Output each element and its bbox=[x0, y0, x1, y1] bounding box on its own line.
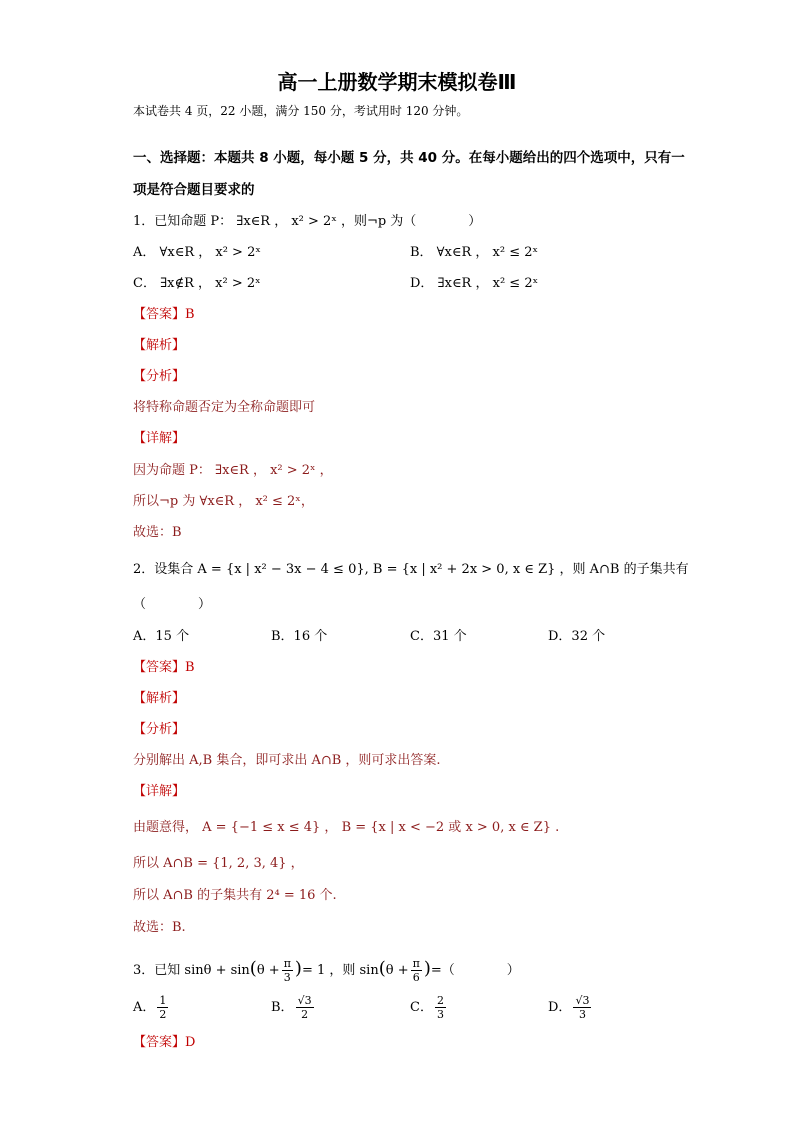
q2-jiexi-label: 【解析】 bbox=[133, 691, 186, 706]
q1-option-a: A． ∀x∈R ， x² > 2ˣ bbox=[133, 245, 261, 260]
q3-option-d-den: 3 bbox=[578, 1008, 586, 1021]
q2-option-d: D．32 个 bbox=[548, 629, 606, 644]
q1-xiangjie-label: 【详解】 bbox=[133, 431, 186, 446]
q2-analysis: 分别解出 A,B 集合，即可求出 A∩B ，则可求出答案. bbox=[133, 753, 441, 768]
q3-option-a-den: 2 bbox=[159, 1008, 167, 1021]
q3-paren-open-1: ( bbox=[249, 958, 257, 979]
q3-option-b-label: B． bbox=[271, 1000, 294, 1015]
q3-option-a-num: 1 bbox=[159, 994, 167, 1007]
q1-analysis: 将特称命题否定为全称命题即可 bbox=[133, 400, 316, 415]
q1-option-b: B． ∀x∈R ， x² ≤ 2ˣ bbox=[410, 245, 539, 260]
q2-stem: 2．设集合 A = {x | x² − 3x − 4 ≤ 0}, B = {x | x² + 2x > 0, x ∈ Z} ，则 A∩B 的子集共有 bbox=[133, 562, 689, 577]
q3-option-c bbox=[410, 994, 448, 1022]
q3-paren-close-2: ) bbox=[423, 958, 431, 979]
q1-detail-line2: 所以¬p 为 ∀x∈R ， x² ≤ 2ˣ， bbox=[133, 494, 314, 509]
q3-option-b-num: √3 bbox=[297, 994, 312, 1007]
q1-fenxi-label: 【分析】 bbox=[133, 369, 186, 384]
section-heading-line1: 一、选择题：本题共 8 小题，每小题 5 分，共 40 分。在每小题给出的四个选项中，只有一 bbox=[133, 150, 685, 166]
q2-option-a: A．15 个 bbox=[133, 629, 190, 644]
q3-option-d-fraction bbox=[573, 994, 591, 1021]
q3-option-a bbox=[133, 994, 170, 1022]
q3-option-d bbox=[548, 994, 593, 1022]
q2-detail-line2: 所以 A∩B = {1, 2, 3, 4} ， bbox=[133, 856, 304, 871]
q3-fraction-pi-3 bbox=[282, 957, 293, 984]
q1-option-c: C． ∃x∉R ， x² > 2ˣ bbox=[133, 276, 261, 291]
q3-frac1-num: π bbox=[283, 957, 291, 970]
q2-option-b: B．16 个 bbox=[271, 629, 328, 644]
q1-option-d: D． ∃x∈R ， x² ≤ 2ˣ bbox=[410, 276, 539, 291]
q3-option-c-label: C． bbox=[410, 1000, 433, 1015]
q3-option-b-den: 2 bbox=[301, 1008, 309, 1021]
q3-option-c-num: 2 bbox=[436, 994, 444, 1007]
q1-jiexi-label: 【解析】 bbox=[133, 338, 186, 353]
page-title: 高一上册数学期末模拟卷Ⅲ bbox=[277, 70, 517, 94]
q1-stem: 1．已知命题 P： ∃x∈R ， x² > 2ˣ ，则¬p 为（ ） bbox=[133, 214, 482, 229]
q2-fenxi-label: 【分析】 bbox=[133, 722, 186, 737]
q3-option-c-den: 3 bbox=[436, 1008, 444, 1021]
q3-stem-arg1: θ + bbox=[256, 963, 280, 978]
q2-detail-line4: 故选：B. bbox=[133, 920, 186, 935]
q3-frac2-num: π bbox=[412, 957, 420, 970]
q3-stem-suffix: =（ ） bbox=[430, 963, 520, 978]
q3-frac2-den: 6 bbox=[412, 971, 420, 984]
q3-paren-close-1: ) bbox=[294, 958, 302, 979]
q3-option-a-fraction bbox=[157, 994, 168, 1021]
q3-option-d-label: D． bbox=[548, 1000, 572, 1015]
q1-detail-line3: 故选：B bbox=[133, 525, 182, 540]
q3-answer: 【答案】D bbox=[133, 1035, 196, 1050]
q2-answer: 【答案】B bbox=[133, 660, 195, 675]
q3-stem-arg2: θ + bbox=[385, 963, 409, 978]
q2-detail-line1: 由题意得， A = {−1 ≤ x ≤ 4} ， B = {x | x < −2 或 x > 0, x ∈ Z} . bbox=[133, 820, 560, 835]
q3-fraction-pi-6 bbox=[411, 957, 422, 984]
q2-paren: （ ） bbox=[133, 597, 212, 612]
q1-detail-line1: 因为命题 P： ∃x∈R ， x² > 2ˣ ， bbox=[133, 463, 333, 478]
q3-stem-prefix: 3．已知 sinθ + sin bbox=[133, 963, 250, 978]
q3-option-a-label: A． bbox=[133, 1000, 156, 1015]
q2-xiangjie-label: 【详解】 bbox=[133, 784, 186, 799]
exam-intro: 本试卷共 4 页，22 小题，满分 150 分，考试用时 120 分钟。 bbox=[133, 104, 469, 118]
q3-paren-open-2: ( bbox=[378, 958, 386, 979]
q1-answer: 【答案】B bbox=[133, 307, 195, 322]
q3-option-b bbox=[271, 994, 316, 1022]
q3-frac1-den: 3 bbox=[283, 971, 291, 984]
q3-stem-mid: = 1 ，则 sin bbox=[301, 963, 379, 978]
q3-stem bbox=[133, 954, 520, 986]
q3-option-c-fraction bbox=[435, 994, 446, 1021]
q2-detail-line3: 所以 A∩B 的子集共有 2⁴ = 16 个. bbox=[133, 888, 337, 903]
q3-option-b-fraction bbox=[296, 994, 314, 1021]
section-heading-line2: 项是符合题目要求的 bbox=[133, 182, 255, 198]
q3-option-d-num: √3 bbox=[575, 994, 590, 1007]
q2-option-c: C．31 个 bbox=[410, 629, 467, 644]
